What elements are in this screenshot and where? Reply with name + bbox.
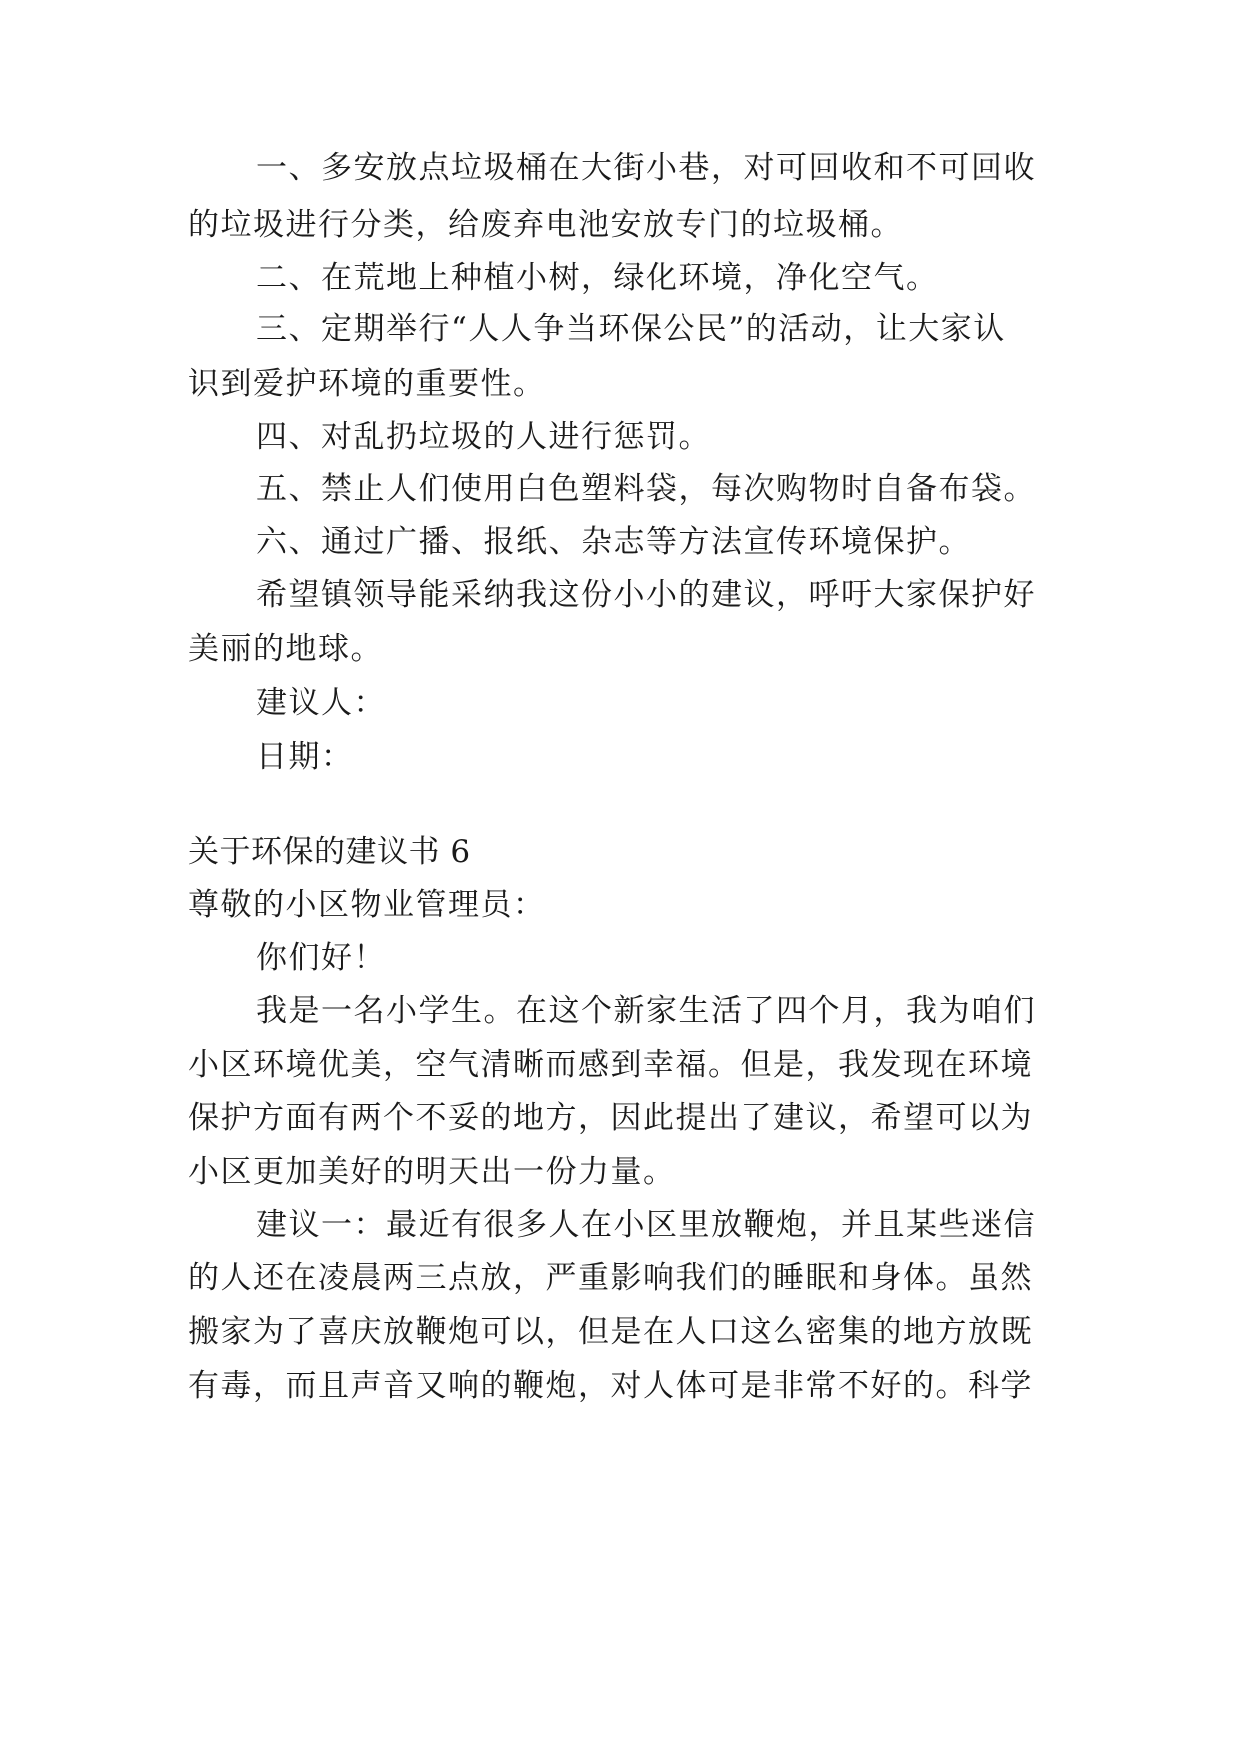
proposal-item-6: 六、通过广播、报纸、杂志等方法宣传环境保护。 — [256, 524, 971, 560]
intro-line-2: 小区环境优美，空气清晰而感到幸福。但是，我发现在环境 — [188, 1047, 1033, 1083]
closing-paragraph-line-2: 美丽的地球。 — [188, 631, 383, 667]
intro-line-3: 保护方面有两个不妥的地方，因此提出了建议，希望可以为 — [188, 1100, 1033, 1136]
suggestion-1-line-1: 建议一：最近有很多人在小区里放鞭炮，并且某些迷信 — [256, 1207, 1036, 1243]
proposal-item-2: 二、在荒地上种植小树，绿化环境，净化空气。 — [256, 260, 939, 296]
proposal-item-1-line-1: 一、多安放点垃圾桶在大街小巷，对可回收和不可回收 — [256, 150, 1036, 186]
signer-label: 建议人： — [256, 685, 386, 721]
intro-line-4: 小区更加美好的明天出一份力量。 — [188, 1154, 676, 1190]
proposal-item-3-line-2: 识到爱护环境的重要性。 — [188, 366, 546, 402]
suggestion-1-line-4: 有毒，而且声音又响的鞭炮，对人体可是非常不好的。科学 — [188, 1368, 1033, 1404]
intro-line-1: 我是一名小学生。在这个新家生活了四个月，我为咱们 — [256, 993, 1036, 1029]
proposal-item-1-line-2: 的垃圾进行分类，给废弃电池安放专门的垃圾桶。 — [188, 207, 903, 243]
suggestion-1-line-2: 的人还在凌晨两三点放，严重影响我们的睡眠和身体。虽然 — [188, 1260, 1033, 1296]
greeting: 你们好！ — [256, 940, 386, 976]
section-title: 关于环保的建议书 6 — [188, 834, 471, 870]
closing-paragraph-line-1: 希望镇领导能采纳我这份小小的建议，呼吁大家保护好 — [256, 577, 1036, 613]
suggestion-1-line-3: 搬家为了喜庆放鞭炮可以，但是在人口这么密集的地方放既 — [188, 1314, 1033, 1350]
date-label: 日期： — [256, 739, 354, 775]
proposal-item-4: 四、对乱扔垃圾的人进行惩罚。 — [256, 419, 711, 455]
proposal-item-5: 五、禁止人们使用白色塑料袋，每次购物时自备布袋。 — [256, 471, 1036, 507]
proposal-item-3-line-1: 三、定期举行“人人争当环保公民”的活动，让大家认 — [256, 311, 1006, 347]
salutation: 尊敬的小区物业管理员： — [188, 887, 546, 923]
